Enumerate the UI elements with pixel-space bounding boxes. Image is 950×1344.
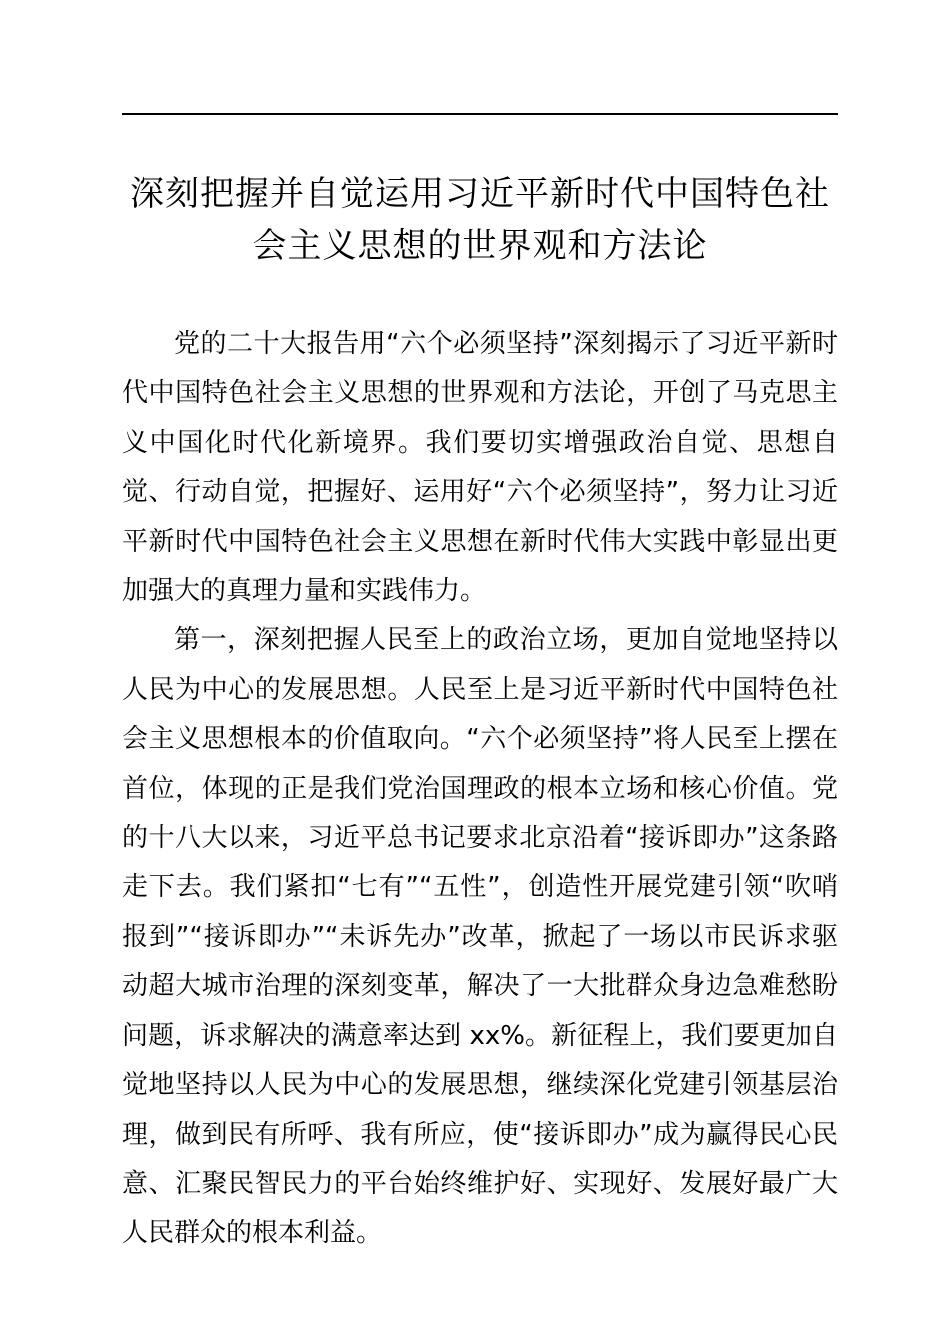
document-title	[110, 168, 850, 272]
header-rule	[122, 113, 838, 115]
paragraph-first-point: 第一，深刻把握人民至上的政治立场，更加自觉地坚持以人民为中心的发展思想。人民至上是习近平新时代中国特色社会主义思想根本的价值取向。“六个必须坚持”将人民至上摆在首位，体现的正是我们党治国理政的根本立场和核心价值。党的十八大以来，习近平总书记要求北京沿着“接诉即办”这条路走下去。我们紧扣“七有”“五性”，创造性开展党建引领“吹哨报到”“接诉即办”“未诉先办”改革，掀起了一场以市民诉求驱动超大城市治理的深刻变革，解决了一大批群众身边急难愁盼问题，诉求解决的满意率达到 xx%。新征程上，我们要更加自觉地坚持以人民为中心的发展思想，继续深化党建引领基层治理，做到民有所呼、我有所应，使“接诉即办”成为赢得民心民意、汇聚民智民力的平台始终维护好、实现好、发展好最广大人民群众的根本利益。	[122, 625, 838, 1249]
document-body	[122, 320, 838, 1259]
title-line-2: 会主义思想的世界观和方法论	[252, 226, 708, 266]
title-line-1: 深刻把握并自觉运用习近平新时代中国特色社	[130, 174, 830, 214]
paragraph-intro: 党的二十大报告用“六个必须坚持”深刻揭示了习近平新时代中国特色社会主义思想的世界观和方法论，开创了马克思主义中国化时代化新境界。我们要切实增强政治自觉、思想自觉、行动自觉，把握好、运用好“六个必须坚持”，努力让习近平新时代中国特色社会主义思想在新时代伟大实践中彰显出更加强大的真理力量和实践伟力。	[122, 329, 838, 607]
